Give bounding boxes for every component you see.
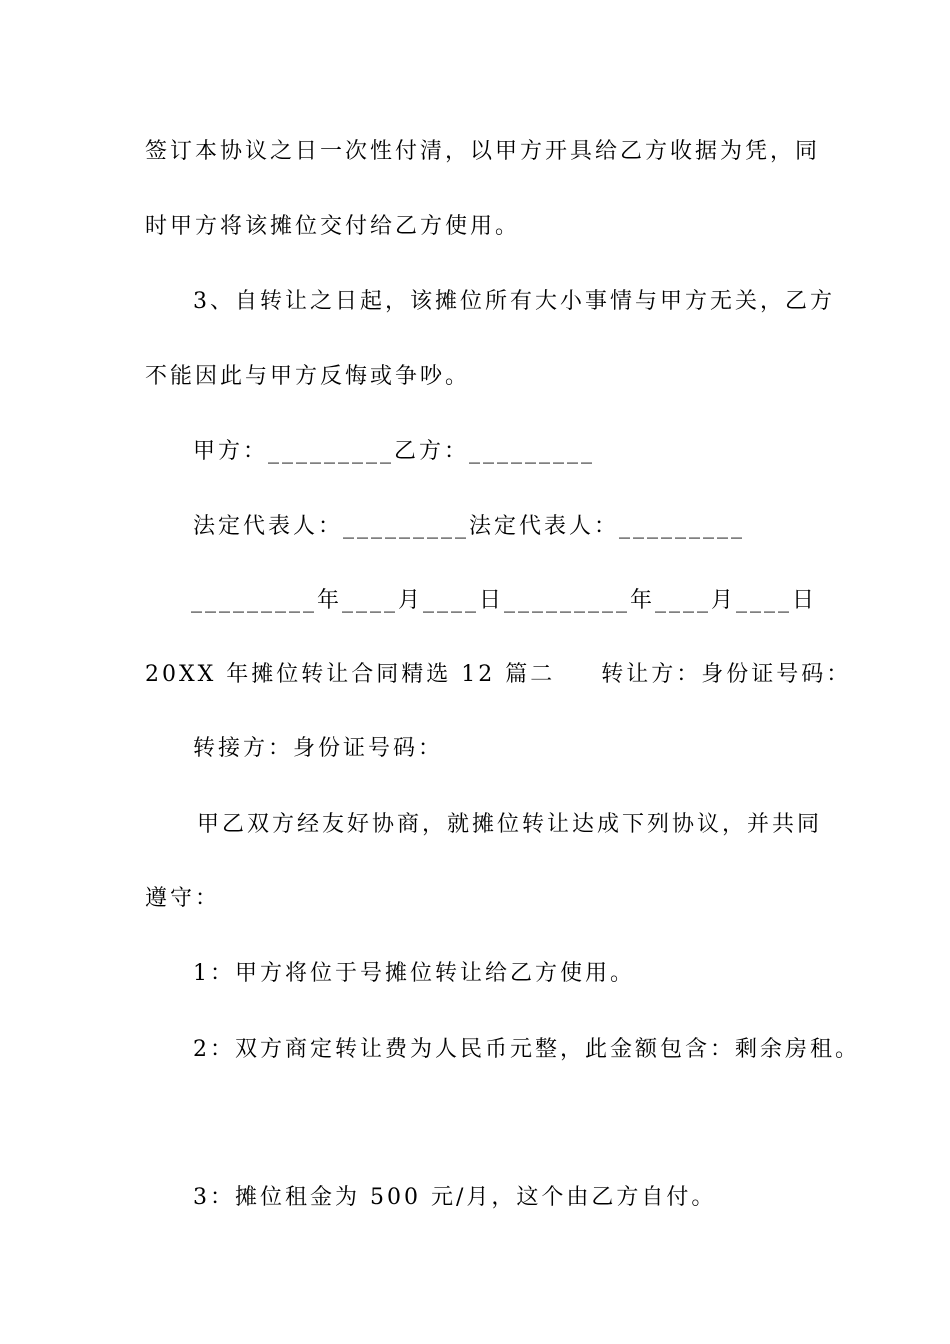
clause-1-line: 1：甲方将位于号摊位转让给乙方使用。 [193, 961, 635, 986]
party-signature-line: 甲方：_________乙方：_________ [193, 439, 596, 464]
clause-3-line: 3、自转让之日起，该摊位所有大小事情与甲方无关，乙方 [193, 289, 835, 314]
paragraph-line: 不能因此与甲方反悔或争吵。 [145, 364, 471, 389]
date-line: _________年____月____日_________年____月____日 [191, 588, 818, 613]
section-heading-line [145, 660, 851, 690]
transferee-id-label: 转接方：身份证号码： [193, 736, 444, 761]
paragraph-line: 时甲方将该摊位交付给乙方使用。 [145, 214, 521, 239]
paragraph-line: 签订本协议之日一次性付清，以甲方开具给乙方收据为凭，同 [145, 139, 821, 164]
paragraph-line: 遵守： [145, 886, 221, 911]
clause-2-line: 2：双方商定转让费为人民币元整，此金额包含：剩余房租。 [193, 1037, 860, 1062]
representative-signature-line: 法定代表人：_________法定代表人：_________ [193, 514, 746, 539]
clause-3-rent-line: 3：摊位租金为 500 元/月，这个由乙方自付。 [193, 1185, 717, 1210]
section-heading: 20XX 年摊位转让合同精选 12 篇二 [145, 662, 556, 687]
transferor-id-label: 转让方：身份证号码： [601, 662, 852, 687]
paragraph-line: 甲乙双方经友好协商，就摊位转让达成下列协议，并共同 [197, 812, 823, 837]
